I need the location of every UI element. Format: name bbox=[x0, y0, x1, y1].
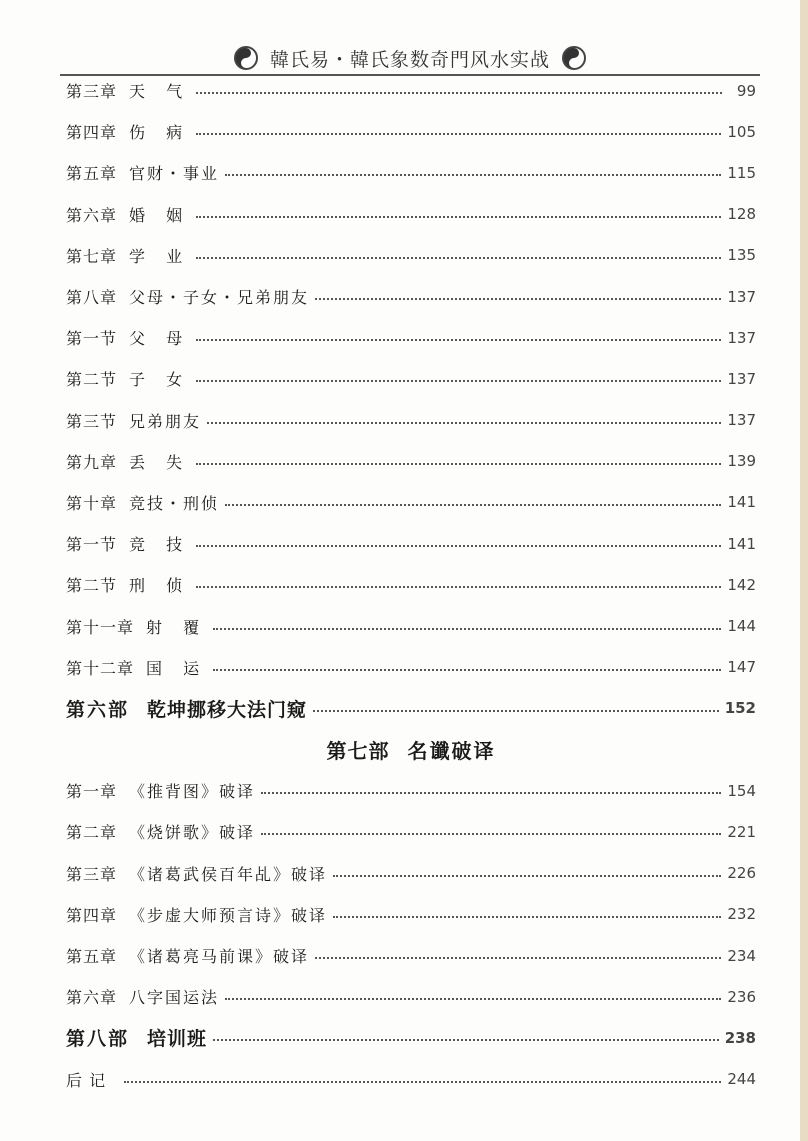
toc-title: 伤 病 bbox=[129, 123, 191, 143]
toc-title: 学 业 bbox=[129, 246, 191, 266]
toc-leader-dots bbox=[313, 709, 719, 712]
toc-title: 竞技・刑侦 bbox=[129, 493, 220, 513]
toc-title: 婚 姻 bbox=[129, 205, 191, 225]
toc-number: 第七章 bbox=[66, 246, 118, 266]
toc-title: 天 气 bbox=[129, 82, 191, 102]
toc-leader-dots bbox=[196, 379, 721, 382]
toc-leader-dots bbox=[315, 956, 721, 959]
toc-leader-dots bbox=[225, 997, 721, 1000]
toc-chapter-row bbox=[66, 482, 756, 523]
toc-title: 《诸葛武侯百年乩》破译 bbox=[129, 864, 328, 884]
toc-number: 第六部 bbox=[66, 698, 130, 721]
toc-title: 父 母 bbox=[129, 329, 191, 349]
toc-leader-dots bbox=[196, 462, 721, 465]
toc-leader-dots bbox=[333, 915, 721, 918]
toc-page-number: 152 bbox=[724, 699, 756, 718]
toc-chapter-row bbox=[66, 70, 756, 111]
toc-chapter-row bbox=[66, 605, 756, 646]
toc-title: 竞 技 bbox=[129, 535, 191, 555]
toc-number: 第五章 bbox=[66, 164, 118, 184]
toc-page-number: 105 bbox=[727, 122, 756, 141]
toc-leader-dots bbox=[196, 585, 721, 588]
toc-title: 八字国运法 bbox=[129, 988, 220, 1008]
toc-page-number: 236 bbox=[727, 987, 756, 1006]
toc-number: 后 记 bbox=[66, 1070, 107, 1090]
toc-page-number: 154 bbox=[727, 781, 756, 800]
toc-chapter-row bbox=[66, 111, 756, 152]
toc-number: 第四章 bbox=[66, 123, 118, 143]
toc-number: 第五章 bbox=[66, 947, 118, 967]
toc-number: 第八部 bbox=[66, 1028, 130, 1051]
toc-chapter-row bbox=[66, 811, 756, 852]
toc-title: 兄弟朋友 bbox=[129, 411, 202, 431]
toc-part-row bbox=[66, 1017, 756, 1058]
toc-chapter-row bbox=[66, 935, 756, 976]
toc-chapter-row bbox=[66, 976, 756, 1017]
toc-number: 第一节 bbox=[66, 535, 118, 555]
toc-page-number: 244 bbox=[727, 1070, 756, 1089]
toc-leader-dots bbox=[225, 503, 721, 506]
toc-number: 第七部 bbox=[326, 739, 390, 764]
toc-number: 第三章 bbox=[66, 864, 118, 884]
toc-heading-row bbox=[66, 729, 756, 770]
toc-chapter-row bbox=[66, 194, 756, 235]
toc-page-number: 147 bbox=[727, 658, 756, 677]
toc-title: 射 覆 bbox=[146, 617, 208, 637]
toc-number: 第三章 bbox=[66, 82, 118, 102]
toc-title: 官财・事业 bbox=[129, 164, 220, 184]
toc-page-number: 128 bbox=[727, 205, 756, 224]
table-of-contents bbox=[66, 70, 756, 1100]
toc-chapter-row bbox=[66, 276, 756, 317]
toc-page-number: 135 bbox=[727, 246, 756, 265]
toc-section-row bbox=[66, 317, 756, 358]
header-title: 韓氏易・韓氏象数奇門风水实战 bbox=[269, 48, 550, 71]
toc-section-row bbox=[66, 358, 756, 399]
toc-page-number: 234 bbox=[727, 946, 756, 965]
toc-title: 《诸葛亮马前课》破译 bbox=[129, 947, 310, 967]
toc-title: 乾坤挪移大法门窥 bbox=[147, 698, 308, 721]
toc-title: 丢 失 bbox=[129, 452, 191, 472]
toc-title: 《烧饼歌》破译 bbox=[129, 823, 256, 843]
toc-leader-dots bbox=[196, 132, 721, 135]
toc-leader-dots bbox=[124, 1080, 721, 1083]
toc-number: 第十章 bbox=[66, 493, 118, 513]
toc-page-number: 137 bbox=[727, 328, 756, 347]
toc-number: 第二节 bbox=[66, 576, 118, 596]
toc-chapter-row bbox=[66, 894, 756, 935]
toc-leader-dots bbox=[225, 173, 721, 176]
toc-chapter-row bbox=[66, 647, 756, 688]
toc-leader-dots bbox=[196, 256, 721, 259]
toc-title: 国 运 bbox=[146, 658, 208, 678]
toc-page-number: 226 bbox=[727, 864, 756, 883]
toc-chapter-row bbox=[66, 770, 756, 811]
toc-page-number: 144 bbox=[727, 617, 756, 636]
toc-leader-dots bbox=[333, 874, 721, 877]
toc-leader-dots bbox=[196, 215, 721, 218]
toc-number: 第十二章 bbox=[66, 658, 135, 678]
toc-page-number: 139 bbox=[727, 452, 756, 471]
toc-title: 培训班 bbox=[147, 1028, 208, 1051]
toc-number: 第六章 bbox=[66, 988, 118, 1008]
toc-section-row bbox=[66, 523, 756, 564]
toc-part-row bbox=[66, 688, 756, 729]
toc-leader-dots bbox=[196, 544, 721, 547]
toc-number: 第三节 bbox=[66, 411, 118, 431]
toc-number: 第一章 bbox=[66, 782, 118, 802]
toc-title: 刑 侦 bbox=[129, 576, 191, 596]
toc-title: 《步虚大师预言诗》破译 bbox=[129, 905, 328, 925]
toc-leader-dots bbox=[213, 1038, 719, 1041]
toc-leader-dots bbox=[207, 421, 721, 424]
toc-number: 第二节 bbox=[66, 370, 118, 390]
yin-yang-icon bbox=[562, 46, 586, 70]
toc-number: 第十一章 bbox=[66, 617, 135, 637]
toc-title: 《推背图》破译 bbox=[129, 782, 256, 802]
toc-number: 第九章 bbox=[66, 452, 118, 472]
toc-number: 第一节 bbox=[66, 329, 118, 349]
toc-leader-dots bbox=[213, 627, 721, 630]
toc-title: 父母・子女・兄弟朋友 bbox=[129, 288, 310, 308]
toc-page-number: 137 bbox=[727, 369, 756, 388]
toc-title: 子 女 bbox=[129, 370, 191, 390]
toc-leader-dots bbox=[196, 91, 722, 94]
toc-page-number: 142 bbox=[727, 575, 756, 594]
toc-chapter-row bbox=[66, 1059, 756, 1100]
toc-page-number: 221 bbox=[727, 822, 756, 841]
toc-page-number: 137 bbox=[727, 287, 756, 306]
toc-page-number: 238 bbox=[724, 1028, 756, 1047]
toc-number: 第八章 bbox=[66, 288, 118, 308]
toc-number: 第四章 bbox=[66, 905, 118, 925]
toc-chapter-row bbox=[66, 853, 756, 894]
toc-page-number: 115 bbox=[727, 163, 756, 182]
toc-leader-dots bbox=[261, 832, 721, 835]
toc-leader-dots bbox=[261, 791, 721, 794]
toc-chapter-row bbox=[66, 441, 756, 482]
toc-leader-dots bbox=[213, 668, 721, 671]
toc-page-number: 99 bbox=[736, 81, 756, 100]
yin-yang-icon bbox=[234, 46, 258, 70]
toc-number: 第六章 bbox=[66, 205, 118, 225]
toc-chapter-row bbox=[66, 152, 756, 193]
toc-section-row bbox=[66, 400, 756, 441]
toc-page-number: 232 bbox=[727, 905, 756, 924]
toc-chapter-row bbox=[66, 235, 756, 276]
page-edge bbox=[800, 0, 808, 1141]
toc-page-number: 141 bbox=[727, 493, 756, 512]
toc-leader-dots bbox=[196, 338, 721, 341]
toc-section-row bbox=[66, 564, 756, 605]
toc-page-number: 137 bbox=[727, 411, 756, 430]
toc-page-number: 141 bbox=[727, 534, 756, 553]
toc-leader-dots bbox=[315, 297, 721, 300]
toc-number: 第二章 bbox=[66, 823, 118, 843]
toc-title: 名谶破译 bbox=[407, 739, 496, 764]
